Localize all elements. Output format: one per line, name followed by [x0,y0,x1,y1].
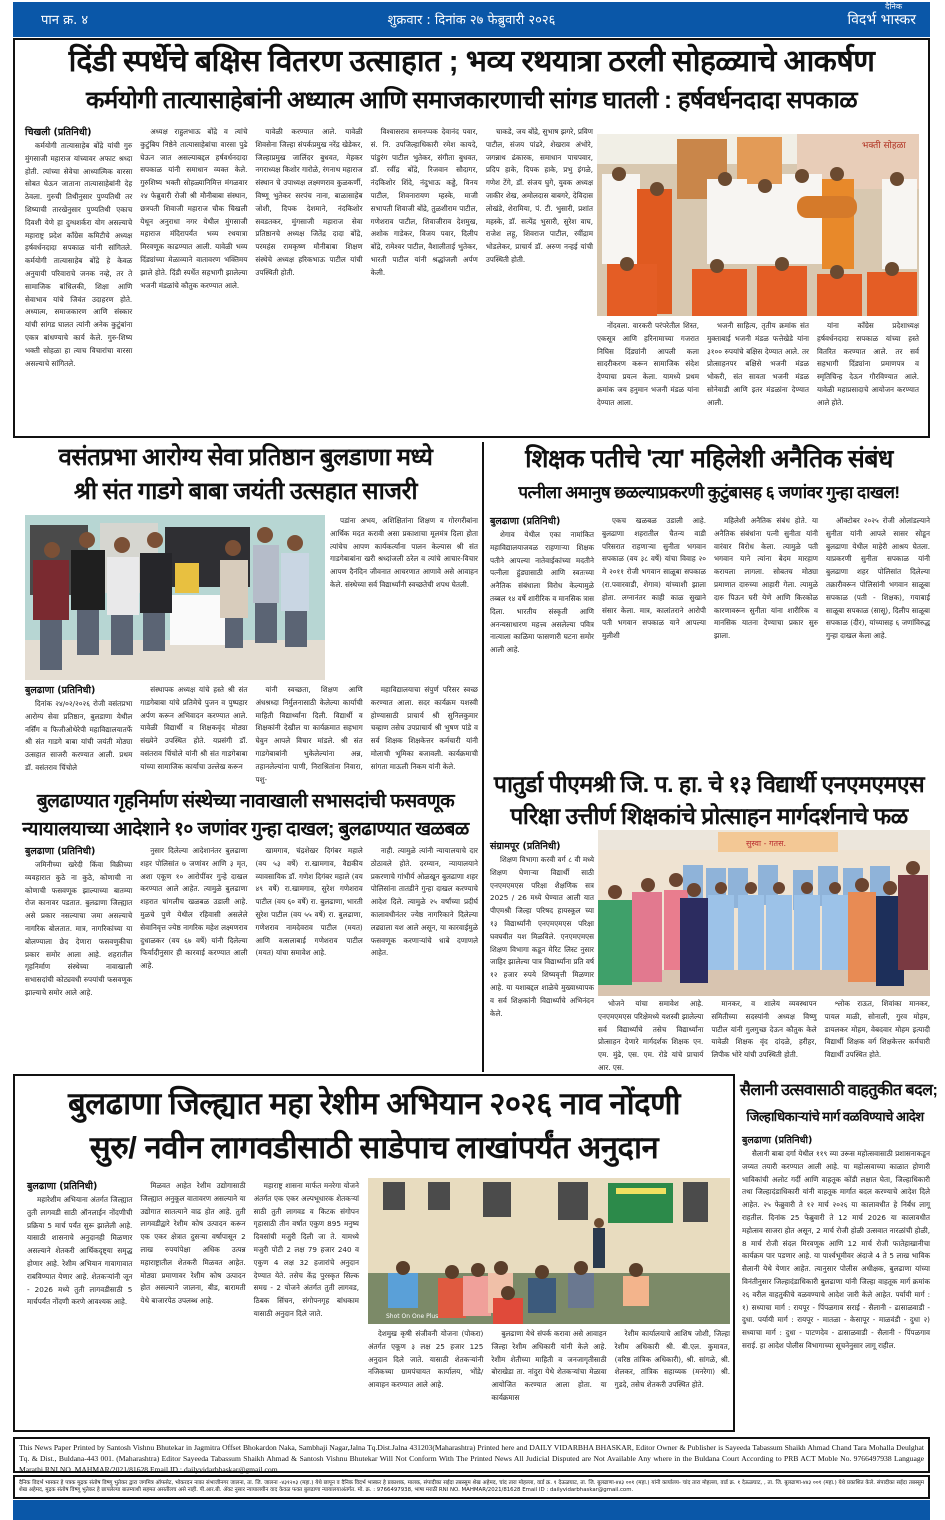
brand-name: विदर्भ भास्कर [847,12,916,28]
school-sign-text: सुस्वा - गतस. [746,839,787,848]
headline: शिक्षक पतीचे 'त्या' महिलेशी अनैतिक संबंध [525,445,893,473]
article-column [255,684,363,784]
newspaper-logo [847,3,916,27]
article-column [370,684,478,771]
article-body [25,845,478,1067]
paragraph: महारेशीम अभियाना अंतर्गत जिल्ह्यात तुती लागवडी साठी ऑनलाईन नोंदणीची प्रक्रिया 5 मार्च पर्यंत सुरू झालेली आहे. यासाठी शासनाचे अनुदानही मिळणार असल्याने शेतकरी आर्थिकदृष्ट्या समृद्ध होणार आहे. रेशीम अभियान गावागावात राबविण्यात येणार आहे. शेतकऱ्यांनी जून - 2026 मध्ये तुती लागवडीसाठी 5 मार्चपर्यंत नोंदणी करणे आवश्यक आहे. [27,1195,133,1307]
headline: बुलढाण्यात गृहनिर्माण संस्थेच्या नावाखाली सभासदांची फसवणूक [36,791,455,812]
headline: दिंडी स्पर्धेचे बक्षिस वितरण उत्साहात ; भव्य रथयात्रा ठरली सोहळ्याचे आकर्षण [68,45,875,78]
article-column [140,845,247,1067]
article-column [140,126,247,434]
article-column [742,1134,930,1430]
article-column [255,126,362,434]
article-column [486,126,593,434]
story-tatyasaheb [13,38,930,438]
article-column [598,998,704,1072]
dateline: बुलढाणा (प्रतिनिधी) [25,685,96,696]
article-column [25,845,132,1067]
article-column [371,126,478,434]
story-resham-abhiyan [13,1074,735,1432]
photo-dignitaries-image [597,134,919,316]
article-column [817,320,919,432]
paragraph: देशमुख कृषी संजीवनी योजना (पोकरा) अंतर्गत एकूण ३ लक्ष 25 हजार 125 अनुदान दिले जाते. यासाठी शेतकऱ्यांनी नजिकच्या ग्रामपंचायत कार्यालय, भोंडे/ आवाहन करण्यात आले आहे. [368,1329,484,1390]
article-column [714,515,818,765]
brand-daily-label: दैनिक [885,2,902,11]
subheadline: न्यायालयाच्या आदेशाने १० जणांवर गुन्हा दाखल; बुलढाण्यात खळबळ [22,819,469,840]
photo-resham-meeting [368,1178,730,1324]
article-column [490,515,594,765]
subheadline: कर्मयोगी तात्यासाहेबांनी अध्यात्म आणि समाजकारणाची सांगड घातली : हर्षवर्धनदादा सपकाळ [85,87,858,114]
photo-watermark: Shot On One Plus [386,1313,439,1320]
article-body [25,684,478,784]
paragraph: भोजने यांचा समावेश आहे. एनएमएमएस परिक्षेमध्ये यशस्वी झालेल्या सर्व विद्यार्थ्यांचे तसेच विद्यार्थ्यांना प्रोत्साहन देणारे मार्गदर्शक शिक्षक एन. एम. मुंढे, एस. एम. रोडे यांचे प्राचार्य आर. एस. [598,999,704,1072]
article-column [615,1328,730,1426]
headline: पातुर्डा पीएमश्री जि. प. हा. चे १३ विद्यार्थी एनएमएमएस [493,771,925,797]
article-column [368,1328,483,1426]
paragraph: यांनी स्वच्छता, शिक्षण आणि अंधश्रध्दा निर्मुलनासाठी केलेल्या कार्याची माहिती विद्यार्थ्यांना दिली. विद्यार्थी व शिक्षकांनी देखील या कार्यक्रमात सहभाग घेवुन आपले विचार मांडले. श्री संत गाडगेबाबांनी भुकेलेल्यांना अन्न, तहानलेल्यांना पाणी, निराश्रितांना निवारा, पशु- [255,685,363,784]
paragraph: नुसार दिलेल्या आदेशानंतर बुलढाणा शहर पोलिसांत ७ जणांवर आणि ३ मृत, अशा एकूण १० आरोपींवर गुन्हे दाखल करण्यात आले आहेत. त्यामुळे बुलढाणा शहरात चांगलीच खळबळ उडाली आहे. मुळचे पुणे येथील रहिवासी असलेले सेवानिवृत्त ज्येष्ठ नागरिक महेश लक्ष्मणराव दुधाळकर (वय ६७ वर्षे) यांनी दिलेल्या फिर्यादीनुसार ही कारवाई करण्यात आली आहे. [140,846,248,971]
photo-bhakti-sohla [597,134,919,316]
article-side-column [330,515,478,680]
article-column [711,998,816,1068]
article-column [140,1180,245,1426]
headline: वसंतप्रभा आरोग्य सेवा प्रतिष्ठान बुलडाणा मध्ये [58,444,433,471]
dateline: चिखली (प्रतिनिधी) [25,127,92,138]
paragraph: जमिनीच्या खरेदी किंवा विक्रीच्या व्यवहारात कुठे ना कुठे, कोणाची ना कोणाची फसवणूक झाल्याच्या बातम्या रोज कानावर पडतात. बुलढाणा जिल्ह्यात असे प्रकार नसल्याचा जमा असल्याचे नागरिक बोलतात. मात्र, नागरिकांच्या या बोलण्याला छेद देणारा फसवणुकीचा प्रकार समोर आला आहे. शहरातील गृहनिर्माण संस्थेच्या नावाखाली सभासदांची कोट्यवधी रुपयांची फसवणूक झाल्याचे समोर आले आहे. [25,860,133,997]
paragraph: चाकडे, जय बोंद्रे, सुभाष झगरे, प्रविण पाटील, संजय पांढरे, शेखराव अंभोरे, जगन्नाथ ढंकारक, समाधान पाचपवार, प्रदिप हाके, दिपक हाके, प्रभु इंगळे, गणेश टेंगे, डॉ. संजय घुगे, युवक अध्यक्ष जाकीर शेख, अमोलदास बाबगरे, देविदास लोखंडे, शेरामिया, पं. टी. भुसारी, प्रशांत महस्के, डॉ. सत्येंद्र भुसारी, सुरेश वाघ, राजेश लहू, शिवराज पाटील, रवींद्राम भोडलेकर, प्राचार्य डॉ. अरुण नन्हई यांची उपस्थिती होती. [485,127,594,264]
dateline: संग्रामपूर (प्रतिनिधी) [490,841,561,852]
paragraph: मानकर, व शालेय व्यवस्थापन समितीच्या सदस्यांनी अध्यक्ष विष्णु पाटील यांनी गुलगुच्छ देऊन कौतुक केले यावेळी शिक्षक वृंद दांदळे, हरीहर, लिपीक भोरे यांची उपस्थिती होती. [711,999,817,1060]
paragraph: यांना काँग्रेस प्रदेशाध्यक्ष हर्षवर्धनदादा सपकाळ यांच्या हस्ते वितरित करण्यात आले. तर सर्व सहभागी दिंड्यांना प्रमाणपत्र व स्मृतिचिन्ह देऊन गौरविण्यात आले. यावेळी महाप्रसादाचे आयोजन करण्यात आले होते. [817,321,919,407]
dateline: बुलढाणा (प्रतिनिधी) [25,846,96,857]
footer-bar [13,1500,930,1520]
paragraph: खामगाव, चंद्रशेखर दिगंबर महाले (वय ५३ वर्षे) रा.खामगाव, वैद्यकीय व्यावसायिक डॉ. गणेश दिगंबर महाले (वय ४९ वर्षे) रा.खामगाव, सुरेश गणेशराव पाटील (वय ६० वर्षे) रा. बुलढाणा, भारती सुरेश पाटील (वय ५५ वर्षे) रा. बुलढाणा, गणेशराव नामदेवराव पाटील (मयत) आणि वत्सलाबाई गणेशराव पाटील (मयत) यांचा समावेश आहे. [255,846,363,958]
article-body [490,515,930,765]
article-column [602,515,706,765]
article-column [491,1328,606,1426]
dateline: बुलढाणा (प्रतिनिधी) [490,516,561,527]
photo-nmms-students [598,830,930,996]
article-body [25,126,593,434]
paragraph: कर्मयोगी तात्यासाहेब बोंद्रे यांची गुरु मुंगसाजी महाराज यांच्यावर अफाट श्रध्दा होती. त्यांच्या सेवेचा आध्यात्मिक वारसा सोबत घेऊन जाताना तात्यासाहेबांनी देह ठेवला. गुरुची तिथीनुसार पुण्यतिथी तर शिष्याची तारखेनुसार पुण्यतिथी एकाच दिवशी येणे हा दुग्धशर्करा योग असल्याचे महाराष्ट्र प्रदेश काँग्रेस कमिटीचे अध्यक्ष हर्षवर्धनदादा सपकाळ यांनी सांगितले. कर्मयोगी तात्यासाहेब बोंद्रे हे केवळ अनुयायी परिवाराचे जनक नव्हे, तर ते सामाजिक बांधिलकी, शिक्षा आणि सेवाभाव यांचे जिवंत उदाहरण होते. अध्यात्म, समाजकारण आणि संस्कार यांची सांगड घालत त्यांनी अनेक कुटुंबांना एकत्र बांधण्याचे कार्य केले. गुरु-शिष्य भक्ती सोहळा हा त्याच विचारांचा वारसा असल्याचे सांगितले. [25,141,133,368]
banner-text: भक्ती सोहळा [862,141,906,151]
subheadline: सुरु/ नवीन लागवडीसाठी साडेपाच लाखांपर्यंत अनुदान [89,1130,659,1165]
subheadline: परिक्षा उत्तीर्ण शिक्षकांचे प्रोत्साहन मार्गदर्शनाचे फळ [510,803,908,829]
paragraph: महाराष्ट्र शासना मार्फत मनरेगा योजने अंतर्गत एक एकर अल्पभूधारक शेतकऱ्यां साठी तुती लागवड व किटक संगोपन गृहासाठी तीन वर्षांत एकुण 895 मनुष्य दिवसांची मजुरी दिली जा ते. यामध्ये मजुरी पोटी 2 लक्ष 79 हजार 240 व एकुण 4 लक्ष 32 हजारांचे अनुदान देण्यात येते. तसेच केंद्र पुरस्कृत सिल्क समग्र - 2 योजने अंतर्गत तुती लागवड, ठिबक सिंचन, संगोपनगृह बांधकाम यासाठी अनुदान दिले जाते. [253,1181,359,1318]
paragraph: नाही. त्यामुळे त्यांनी न्यायालयाचे दार ठोठावले होते. दरम्यान, न्यायालयाने प्रकरणाचे गांभीर्य ओळखून बुलढाणा शहर पोलिसांना तातडीने गुन्हा दाखल करण्याचे आदेश दिले. त्यामुळे २५ वर्षांच्या प्रदीर्घ कालावधीनंतर ज्येष्ठ नागरिकाने दिलेल्या लढ्याला यश आले असून, या कारवाईमुळे फसवणूक करणाऱ्यांचे धाबे दणाणले आहेत. [370,846,478,958]
photo-caption-body [368,1328,730,1426]
paragraph: संस्थापक अध्यक्ष यांचे हस्ते श्री संत गाडगेबाबा यांचे प्रतिमेचे पुजन व पुष्पहार अर्पण करून अभिवादन करण्यात आले. यावेळी विद्यार्थी व शिक्षकवृंद मोठ्या संख्येने उपस्थित होते. यप्रसंगी डॉ. वसंतराव चिंचोले यांनी श्री संत गाडगेबाबा यांच्या सामाजिक कार्याचा उल्लेख करून [140,685,248,771]
paragraph: शेगाव येथील एका नामांकित महाविद्यालयाजवळ राहणाऱ्या शिक्षक पतीने आपल्या नातेवाईकांच्या मदतीने पत्नीला हुंड्यासाठी आणि स्वतःच्या अनैतिक संबंधाला विरोध केल्यामुळे तब्बल १४ वर्षे शारीरिक व मानसिक त्रास दिला. भारतीय संस्कृती आणि अनन्यसाधारण महत्त्व असलेल्या पवित्र नात्याला काळिमा फासणारी घटना समोर आली आहे. [490,530,594,655]
photo-staff-group-image [25,515,325,680]
paragraph: श्लोक राऊत, शिवांका मानकर, पायल माळी, सोनाली, गुरव मोहम, डायलकर मोहम, वेबदवार मोहम इत्यादी विद्यार्थी शिक्षक वर्ग शिक्षकेत्तर कर्मचारी विद्यार्थी उपस्थित होते. [824,999,930,1060]
paragraph: सैलानी बाबा दर्गा येथील ११९ व्या उरूस महोत्सवासाठी प्रशासनाकडून जय्यत तयारी करण्यात आली आहे. या महोत्सवाच्या काळात होणारी भाविकांची अलोट गर्दी आणि वाहतूक कोंडी लक्षात घेता, जिल्हाधिकारी तथा जिल्हादंडाधिकारी यांनी वाहतूक मार्गात बदल करण्याचे आदेश दिले आहेत. २५ फेब्रुवारी ते १२ मार्च २०२६ या कालावधीत हे निर्बंध लागू राहतील. दिनांक 25 फेब्रुवारी ते 12 मार्च 2026 या कालावधीत महोत्सव साजरा होत असून, 2 मार्च रोजी होळी उत्सवात नारळांची होळी, 8 मार्च रोजी संदल मिरवणूक आणि 12 मार्च रोजी फातेहाखानीचा कार्यक्रम पार पडणार आहे. या पार्श्वभूमीवर अंदाजे 4 ते 5 लाख भाविक सैलानी येथे येणार आहेत. त्यानुसार पोलीस अधीक्षक, बुलढाणा यांच्या विनंतीनुसार जिल्हादंडाधिकारी बुलढाणा यांनी जिल्हा वाहतूक मार्ग क्रमांक २६ वरील वाहतुकीचे वळवण्याचे आदेश जारी केले आहेत. पर्यायी मार्ग : १) सध्याचा मार्ग : रायपूर - पिंपळगाव सराई - सैलानी - ढासाळवाडी - दुधा. पर्यायी मार्ग : रायपूर - मातळा - केसापूर - माळवंडी - दुधा २) सध्याचा मार्ग : दुधा - पाटणदेव - ढासाळवाडी - सैलानी - पिंपळगाव सराई. हा आदेश पोलीस विभागाच्या सूचनेनुसार लागू राहील. [742,1149,930,1350]
article-column [371,845,478,1067]
article-column [826,515,930,765]
dateline: बुलढाणा (प्रतिनिधी) [742,1135,813,1146]
headline: बुलढाणा जिल्ह्यात महा रेशीम अभियान २०२६ नाव नोंदणी [67,1086,681,1121]
page-number: पान क्र. ४ [41,13,89,28]
imprint-english: This News Paper Printed by Santosh Vishnu Bhutekar in Jagmitra Offset Bhokardon Naka, Sambhaji Nagar,Jalna Tq.Dist.Jalna 431203(Maharashtra) Printed here and DAILY VIDARBHA BHASKAR, Editor Owner & Publisher is Sayeeda Tabassum Shaikh Ahmad Chand Tara Mohalla Deulghat Tq. & Dist., Buldana-443 001. (Maharashtra) Editor Sayeeda Tabassum Shaikh Ahmad & Santosh Vishnu Bhutekar Will Not Conform With The Printed News All Judicial Disputed are Not Available Any where in the Buldana Court According to PRB ACT Moble No. 9766497938 Language Marathi RNI NO. MAHMAR/2021/81628 Email ID : dailyvidarbhaskar@gmail.com. [13,1437,930,1473]
photo-caption-body [597,320,919,432]
paragraph: दिनांक २४/०२/२०२६ रोजी वसंतप्रभा आरोग्य सेवा प्रतिष्ठान, बुलडाणा येथील नर्सिंग व फिजीओथेरेपी महाविद्यालयातर्फे श्री संत गाडगे बाबा यांची जयंती मोठ्या उत्सहात साजरी करण्यात आली. प्रथम डॉ. वसंतराव चिंचोले [25,699,133,772]
article-column [490,840,594,1068]
article-column [597,320,699,432]
paragraph: पडांना अभय, अशिक्षितांना शिक्षण व गोरगरीबांना आर्थिक मदत करावी असा प्रकाशाचा मूलमंत्र दिला होता त्यांचेच आपण कार्यकर्त्यांना पालन केल्यास श्री संत गाडगेबाबांना खरी श्रध्दांजली ठरेल व त्यांचे आचार-विचार आपण दैनंदिन जीवनात आचरणात आणावे असे आवाहन केले. संस्थेच्या सर्व विद्यार्थ्यांनी स्वच्छतेची शपथ घेतली. [330,516,478,589]
article-column [140,684,248,771]
article-column [825,998,930,1068]
paragraph: यावेळी करण्यात आले. यावेळी शिवसेना जिल्हा संपर्कप्रमुख नरेंद्र खेडेकर, जिल्हाप्रमुख जालिंदर बुधवत, मेहकर नगराध्यक्ष किशोर गारोळे, रंगनाथ महाराज संस्थान चे उपाध्यक्ष लक्ष्मणराव कुळकर्णी, विष्णू भुतेकर सरपंच नाना, बाळासाहेब जोशी, दिपक देशमाने, नंदकिशोर सवडतकर, मुंगसाजी महाराज सेवा प्रतिष्ठानचे अध्यक्ष जितेंद्र दादा बोंद्रे, परमहंस रामकृष्ण मौनीबाबा शिक्षण संस्थेचे अध्यक्ष हरिकभाऊ पाटील यांची उपस्थिती होती. [255,127,363,277]
paragraph: अध्यक्ष राहुलभाऊ बोंद्रे व त्यांचे कुटुंबिय निष्ठेने तात्यासाहेबांचा वारसा पुढे घेऊन जात असल्याबद्दल हर्षवर्धनदादा सपकाळ यांनी समाधान व्यक्त केले. गुरुशिष्य भक्ती सोहळ्यानिमित्त मंगळवार २४ फेब्रुवारी रोजी श्री मौनीबाबा संस्थान, छत्रपती शिवाजी महाराज चौक चिखली येथून अनुराधा नगर येथील मुंगसाजी महाराज मंदिरापर्यंत भव्य रथयात्रा मिरवणूक काढण्यात आली. यावेळी भव्य दिंड्यांच्या मेळाव्याने वातावरण भक्तिमय झाले होते. दिंडी स्पर्धेत सहभागी झालेल्या भजनी मंडळांचे कौतुक करण्यात आले. [140,127,248,290]
article-body [27,1180,359,1426]
paragraph: बुलढाणा येथे संपर्क करावा असे आवाहन जिल्हा रेशीम अधिकारी यांनी केले आहे. रेशीम शेतीच्या माहिती व जनजागृतीसाठी बोराखेडा ता. नांदुरा येथे शेतकऱ्यांचा मेळावा आयोजित करण्यात आला होता. या कार्यक्रमास [491,1329,607,1402]
paragraph: एकच खळबळ उडाली आहे. बुलढाणा शहरातील चैतन्य वाडी परिसरात राहणाऱ्या सुनीता भगवान सपकाळ (वय ३८ वर्षे) यांचा विवाह २० मे २०११ रोजी भगवान साळूबा सपकाळ (रा.पवारवाडी, शेगाव) यांच्याशी झाला होता. लग्नानंतर काही काळ सुखाने संसार केला. मात्र, कालांतराने आरोपी पती भगवान सपकाळ याने आपल्या मुलीशी [602,516,706,641]
paragraph: भजनी साहित्य, तृतीय क्रमांक संत मुक्ताबाई भजनी मंडळ फत्तेखेडे यांना ३१०० रुपयांचे बक्षिस देण्यात आले. तर प्रोत्साहनपर बक्षिसे भजनी मंडळ भोकरी, संत सावता भजनी मंडळ सोनेवाडी आणि इतर मंडळांना देण्यात आली. [707,321,809,407]
subheadline: श्री संत गाडगे बाबा जयंती उत्सहात साजरी [73,478,418,505]
paragraph: महिलेशी अनैतिक संबंध होते. या अनैतिक संबंधांना पत्नी सुनीता यांनी वारंवार विरोध केला. त्यामुळे पती भगवान याने त्यांना बेदम मारहाण करायला लागला. सोबतच मोठ्या प्रमाणात दारुच्या आहारी गेला. त्यामुळे दारु पिऊन घरी येणे आणि किरकोळ कारणावरून सुनीता यांना शारीरिक व मानसिक यातना देण्याचा प्रकार सुरु झाला. [714,516,818,641]
paragraph: नोंदवला. वारकरी परंपरेतील शिस्त, एकसूत्र आणि हरिनामाच्या गजरात निघिस दिंड्यांनी आपली कला सादरीकरण करून सामाजिक संदेश देण्याचा प्रयत्न केला. यामध्ये प्रथम क्रमांक जय हनुमान भजनी मंडळ यांना देण्यात आला. [597,321,699,407]
column-divider [482,442,484,1072]
dateline: बुलढाणा (प्रतिनिधी) [27,1181,98,1192]
article-column [256,845,363,1067]
article-column [25,126,132,434]
paragraph: शिक्षण विभागा करवी वर्ग ८ वी मध्ये शिक्षण घेणाऱ्या विद्यार्थी साठी एनएमएमएस परिक्षा शैक्षणिक सत्र 2025 / 26 मध्ये घेण्यात आली यात पीएमश्री जिल्हा परिषद हायस्कूल च्या १३ विद्यार्थ्यांनी एनएमएमएस परिक्षा घवघवीत यश मिळविले. एनएमएमएस शिक्षण विभागा कडून मेरिट लिस्ट नुसार जाहिर झालेल्या पात्र विद्यार्थ्यांना प्रति वर्ष १२ हजार रुपये शिष्यवृत्ती मिळणार आहे. या यशाबद्दल शाळेचे मुख्याध्यापक व सर्व शिक्षकांनी विद्यार्थ्यांचे अभिनंदन केले. [490,855,594,1018]
paragraph: मिळवत आहेत रेशीम उद्योगासाठी जिल्ह्यात अनुकूल वातावरण असल्याने या उद्योगात सातत्याने वाढ होत आहे. तुती लागवडीद्वारे रेशीम कोष उत्पादन करून एक एकर क्षेत्रात दुसऱ्या वर्षापासून 2 लाख रुपयांपेक्षा अधिक उत्पन्न महाराष्ट्रातील शेतकरी मिळवत आहेत. मोठ्या प्रमाणावर रेशीम कोष उत्पादन होत असल्याने जालना, बीड, बारामती येथे बाजारपेठ उपलब्ध आहे. [140,1181,246,1306]
imprint-marathi: दैनिक विदर्भ भास्कर हे पत्रक मुद्रक संतोष विष्णू भुतेकर द्वारा जगमित्र ऑफसेट, भोकरदन नाका संभाजीनगर जालना, ता. जि. जालना -४३१२०३ (महा.) येथे छापून व दैनिक विदर्भ भास्कर हे प्रकाशक, मालक, संपादीका सईदा तबस्सुम शेख अहेमद, चांद तारा मोहल्ला, वार्ड क्र. १ देऊळघाट, ता. जि. बुलढाणा-४४३ ००१ (महा.) यांनी कार्यालय- चांद तारा मोहल्ला, वार्ड क्र. १ देऊळघाट, , ता. जि. बुलढाणा-४४३ ००१ (महा.) येथे प्रकाशित केले. संपादीका सईदा तबस्सुम शेख अहेमद, मुद्रक संतोष विष्णू भुतेकर हे छापलेल्या बातम्याशी सहमत असतीलच असे नाही. पी.आर.बी. ॲक्ट नुसार न्यायालयीन वाद केवळ फक्त बुलढाणा न्यायालयाअंतर्गत. मो. क्र. : 9766497938, भाषा मराठी RNI NO. MAHMAR/2021/81628 Email ID : dailyvidarbhaskar@gmail.com. [13,1475,930,1499]
subheadline: पत्नीला अमानुष छळल्याप्रकरणी कुटुंबासह ६ जणांवर गुन्हा दाखल! [518,483,900,502]
article-column [25,684,133,772]
issue-date: शुक्रवार : दिनांक २७ फेब्रुवारी २०२६ [387,13,556,28]
photo-gadge-baba-jayanti [25,515,325,680]
article-column [254,1180,359,1426]
paragraph: रेशीम कार्यालयाचे आशिष जोशी, जिल्हा रेशीम अधिकारी श्री. बी.एल. कुमावत, (वरिष्ठ तांत्रिक अधिकारी), श्री. सांगळे, श्री. शेलकर, तांत्रिक सहाय्यक (मनरेगा) श्री. गुडदे, तसेच शेतकरी उपस्थित होते. [614,1329,730,1390]
article-column [707,320,809,432]
headline: सैलानी उत्सवासाठी वाहतुकीत बदल; [740,1082,938,1099]
paragraph: ऑक्टोबर २०२५ रोजी ओलांडल्याने सुनीता यांनी आपले सासर सोडून बुलढाणा येथील माहेरी आश्रय घेतला. याप्रकरणी सुनीता सपकाळ यांनी बुलढाणा शहर पोलिसांत दिलेल्या तक्रारीवरून पोलिसांनी भगवान साळूबा सपकाळ (पती - शिक्षक), गयाबाई साळूबा सपकाळ (सासू), दिलीप साळूबा सपकाळ (दीर), यांच्यासह ६ जणांविरुद्ध गुन्हा दाखल केला आहे. [826,516,930,641]
photo-caption-body [598,998,930,1072]
photo-farmers-meeting-image [368,1178,730,1324]
masthead [13,2,930,37]
article-column [27,1180,132,1426]
paragraph: महाविद्यालयाचा संपुर्ण परिसर स्वच्छ करण्यात आला. सदर कार्यक्रम यशस्वी होण्यासाठी प्राचार्य श्री सुनिलकुमार चव्हाण तसेच उपप्राचार्य श्री भुषण पांडे व सर्व शिक्षक शिक्षकेत्तर कर्मचारी यांनी मोलाची भूमिका बजावली. कार्यक्रमाची सांगता माऊली निकम यांनी केले. [370,685,478,771]
subheadline: जिल्हाधिकाऱ्यांचे मार्ग वळविण्याचे आदेश [746,1109,924,1124]
photo-students-group-image [598,830,930,996]
paragraph: विश्वासराव समनप्पक देवानंद पवार, सं. नि. उपजिल्हाधिकारी रमेश कायदे, पांडुरंग पाटील भुतेकर, संगीता बुधवत, डॉ. रवींद्र बोंद्रे, रिजवान सौदागर, नंदकिशोर शिंदे, नंदुभाऊ कड्डे, विनय पाटील, शिवनारायण म्हस्के, माजी सभापती शिवाजी बोंद्रे, तुळशीराम पाटील, गणेशराव पाटील, शिवाजीराव देशमुख, अशोक गाडेकर, विजय पवार, दिलीप बोंद्रे, रामेश्वर पाटील, वैशालीताई भुतेकर, भारती पाटील यांनी श्रद्धांजली अर्पण केली. [370,127,478,277]
